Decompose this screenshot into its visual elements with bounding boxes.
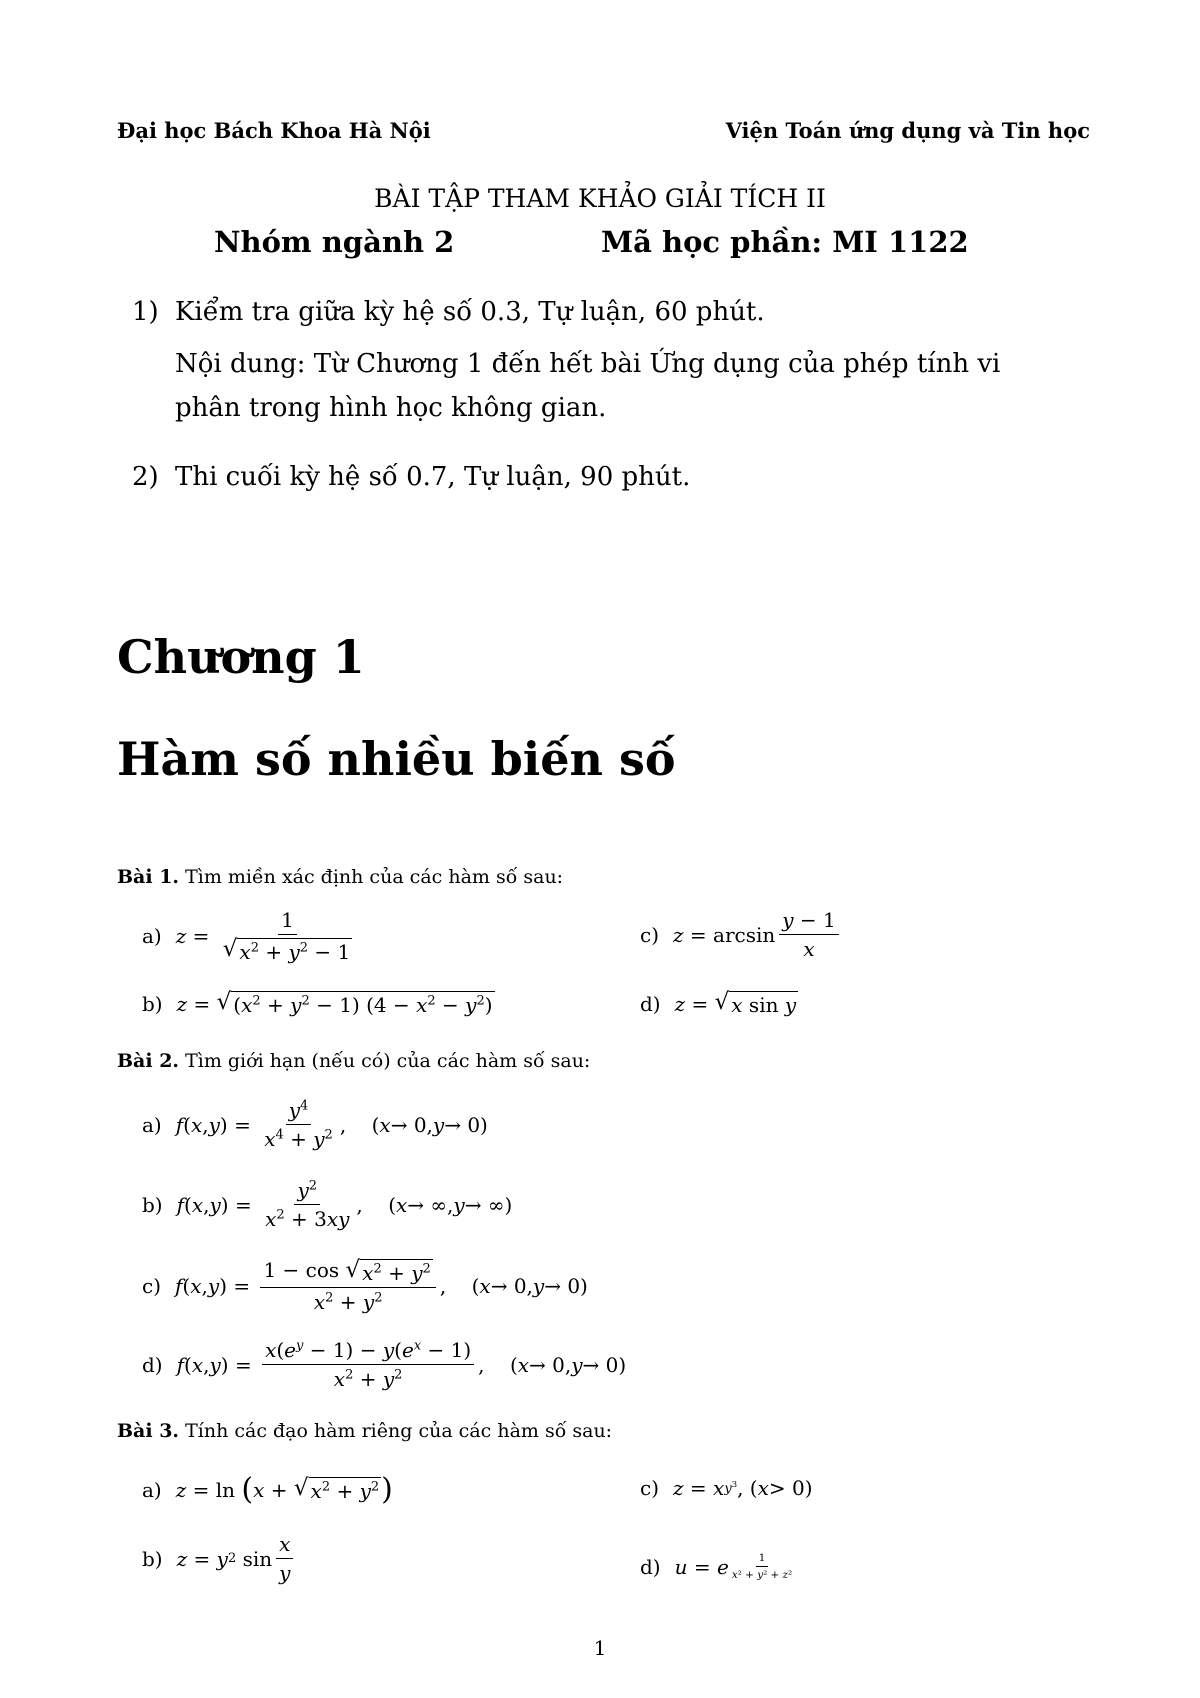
formula-2a: a) f ( x , y ) = $\frac{y^4}{x^4 + y^2}$ , ( x → 0, y → 0) xyxy=(142,1098,488,1151)
formula-1b: b) z = √ $(x^2 + y^2 - 1) (4 - x^2 - y^2)$ xyxy=(142,989,493,1017)
exercise-heading xyxy=(117,1050,590,1072)
formula-label: b) xyxy=(142,1546,163,1571)
page-number: 1 xyxy=(593,1636,607,1660)
formula-label: a) xyxy=(142,1477,162,1502)
subtitle-course-code: Mã học phần: MI 1122 xyxy=(601,225,969,259)
item-label: 2) xyxy=(132,462,159,492)
formula-1d: d) z = √ x sin y xyxy=(640,989,797,1017)
formula-3b: b) z = y 2 sin $\frac{x}{y}$ xyxy=(142,1532,297,1585)
formula-1c: c) z = arcsin $\frac{y - 1}{x}$ xyxy=(640,908,843,961)
header-university: Đại học Bách Khoa Hà Nội xyxy=(117,118,431,143)
formula-label: c) xyxy=(640,1476,660,1500)
header-institute: Viện Toán ứng dụng và Tin học xyxy=(725,118,1090,143)
formula-label: d) xyxy=(640,992,661,1016)
formula-3d: d) u = e $\frac{1}{\text{x² + y² + z²}}$ xyxy=(640,1552,793,1581)
formula-label: d) xyxy=(142,1352,163,1377)
formula-2b: b) f ( x , y ) = $\frac{y^2}{x^2 + 3xy}$ , ( x → ∞, y → ∞) xyxy=(142,1178,513,1231)
formula-3a: a) z = ln ( x + √ $x^2 + y^2$ ) xyxy=(142,1472,393,1507)
formula-label: b) xyxy=(142,1192,163,1217)
formula-label: c) xyxy=(142,1274,162,1298)
formula-2d: d) f ( x , y ) = $\frac{x(e^y - 1) - y(e^x - 1)}{x^2 + y^2}$ , ( x → 0, y → 0) xyxy=(142,1338,627,1391)
exercise-name: Bài 1. xyxy=(117,866,180,888)
exercise-heading xyxy=(117,866,563,888)
exercise-heading xyxy=(117,1420,612,1442)
formula-label: d) xyxy=(640,1554,661,1579)
exercise-name: Bài 3. xyxy=(117,1420,180,1442)
document-title: BÀI TẬP THAM KHẢO GIẢI TÍCH II xyxy=(374,184,826,213)
exercise-prompt: Tìm miền xác định của các hàm số sau: xyxy=(185,866,564,888)
formula-2c: c) f ( x , y ) = 1 − cos √ $x^2 + y^2$ $x^2 + y^2$ , ( x → 0, y → 0) xyxy=(142,1257,588,1314)
subtitle-group: Nhóm ngành 2 xyxy=(214,225,455,259)
item-text: Nội dung: Từ Chương 1 đến hết bài Ứng dụng của phép tính vi xyxy=(175,349,1001,379)
item-text: Thi cuối kỳ hệ số 0.7, Tự luận, 90 phút. xyxy=(175,462,691,492)
formula-label: a) xyxy=(142,1112,162,1137)
item-label: 1) xyxy=(132,297,159,327)
formula-label: b) xyxy=(142,992,163,1016)
item-text: phân trong hình học không gian. xyxy=(175,393,607,423)
chapter-number: Chương 1 xyxy=(117,630,365,684)
item-text: Kiểm tra giữa kỳ hệ số 0.3, Tự luận, 60 phút. xyxy=(175,297,765,327)
chapter-title: Hàm số nhiều biến số xyxy=(117,732,676,786)
exercise-name: Bài 2. xyxy=(117,1050,180,1072)
exercise-prompt: Tính các đạo hàm riêng của các hàm số sau: xyxy=(185,1420,613,1442)
exercise-prompt: Tìm giới hạn (nếu có) của các hàm số sau: xyxy=(185,1050,591,1072)
formula-1a: a) z = 1 √ $x^2 + y^2 - 1$ xyxy=(142,908,351,964)
formula-label: c) xyxy=(640,922,660,947)
formula-label: a) xyxy=(142,924,162,948)
formula-3c: c) z = x $y^3$ , ( x > 0) xyxy=(640,1476,813,1500)
